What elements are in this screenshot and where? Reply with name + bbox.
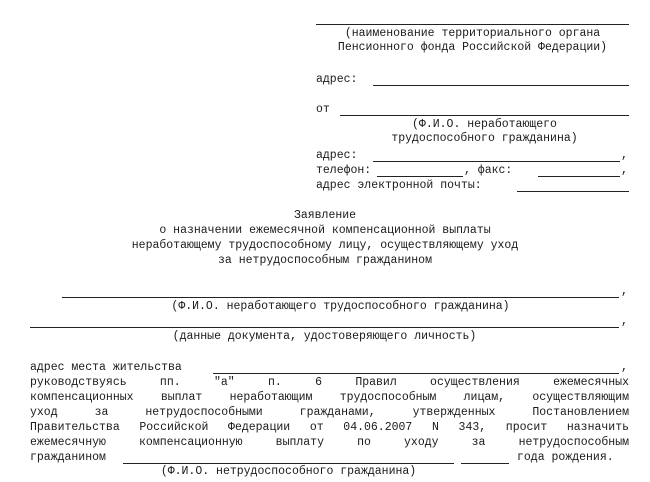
id-document-caption: (данные документа, удостоверяющего личность): [172, 330, 477, 343]
phone-label: телефон:: [316, 164, 372, 177]
email-line[interactable]: [517, 191, 629, 192]
fax-label: , факс:: [464, 164, 513, 177]
disabled-fio-caption: (Ф.И.О. нетрудоспособного гражданина): [160, 465, 417, 478]
paragraph-line-2: компенсационных выплат неработающим трудоспособным лицам, осуществляющим: [30, 391, 629, 404]
phone-line[interactable]: [377, 176, 463, 177]
fax-comma: ,: [621, 164, 628, 177]
fio-caption-1: (Ф.И.О. неработающего: [412, 118, 557, 131]
fio-caption-2: трудоспособного гражданина): [391, 132, 578, 145]
email-label: адрес электронной почты:: [316, 179, 482, 192]
id-document-comma: ,: [621, 315, 628, 328]
applicant-fio-comma: ,: [621, 285, 628, 298]
residence-line[interactable]: [213, 373, 619, 374]
address-label: адрес:: [316, 73, 358, 86]
paragraph-line-1: руководствуясь пп. "а" п. 6 Правил осуществления ежемесячных: [30, 376, 629, 389]
address-line[interactable]: [373, 85, 629, 86]
address2-label: адрес:: [316, 149, 358, 162]
applicant-fio-caption: (Ф.И.О. неработающего трудоспособного гражданина): [171, 300, 510, 313]
applicant-fio-line[interactable]: [62, 297, 619, 298]
from-line[interactable]: [340, 115, 629, 116]
title-line-2: о назначении ежемесячной компенсационной выплаты: [159, 224, 491, 237]
paragraph-line-6-end: года рождения.: [517, 451, 614, 464]
from-label: от: [316, 103, 330, 116]
address2-comma: ,: [621, 149, 628, 162]
fax-line[interactable]: [538, 176, 620, 177]
organ-caption-1: (наименование территориального органа: [344, 27, 601, 40]
birth-year-line[interactable]: [461, 463, 509, 464]
title-line-4: за нетрудоспособным гражданином: [218, 254, 432, 267]
id-document-line[interactable]: [30, 327, 619, 328]
paragraph-line-3: уход за нетрудоспособными гражданами, утвержденных Постановлением: [30, 406, 629, 419]
title-line-1: Заявление: [293, 209, 357, 222]
disabled-fio-line[interactable]: [123, 463, 454, 464]
address2-line[interactable]: [373, 161, 620, 162]
paragraph-line-6-start: гражданином: [30, 451, 106, 464]
paragraph-line-4: Правительства Российской Федерации от 04.06.2007 N 343, просит назначить: [30, 421, 629, 434]
paragraph-line-5: ежемесячную компенсационную выплату по уходу за нетрудоспособным: [30, 436, 629, 449]
residence-label: адрес места жительства: [30, 361, 182, 374]
title-line-3: неработающему трудоспособному лицу, осуществляющему уход: [131, 239, 519, 252]
organ-caption-2: Пенсионного фонда Российской Федерации): [337, 41, 608, 54]
residence-comma: ,: [621, 361, 628, 374]
organ-name-line[interactable]: [316, 24, 629, 25]
